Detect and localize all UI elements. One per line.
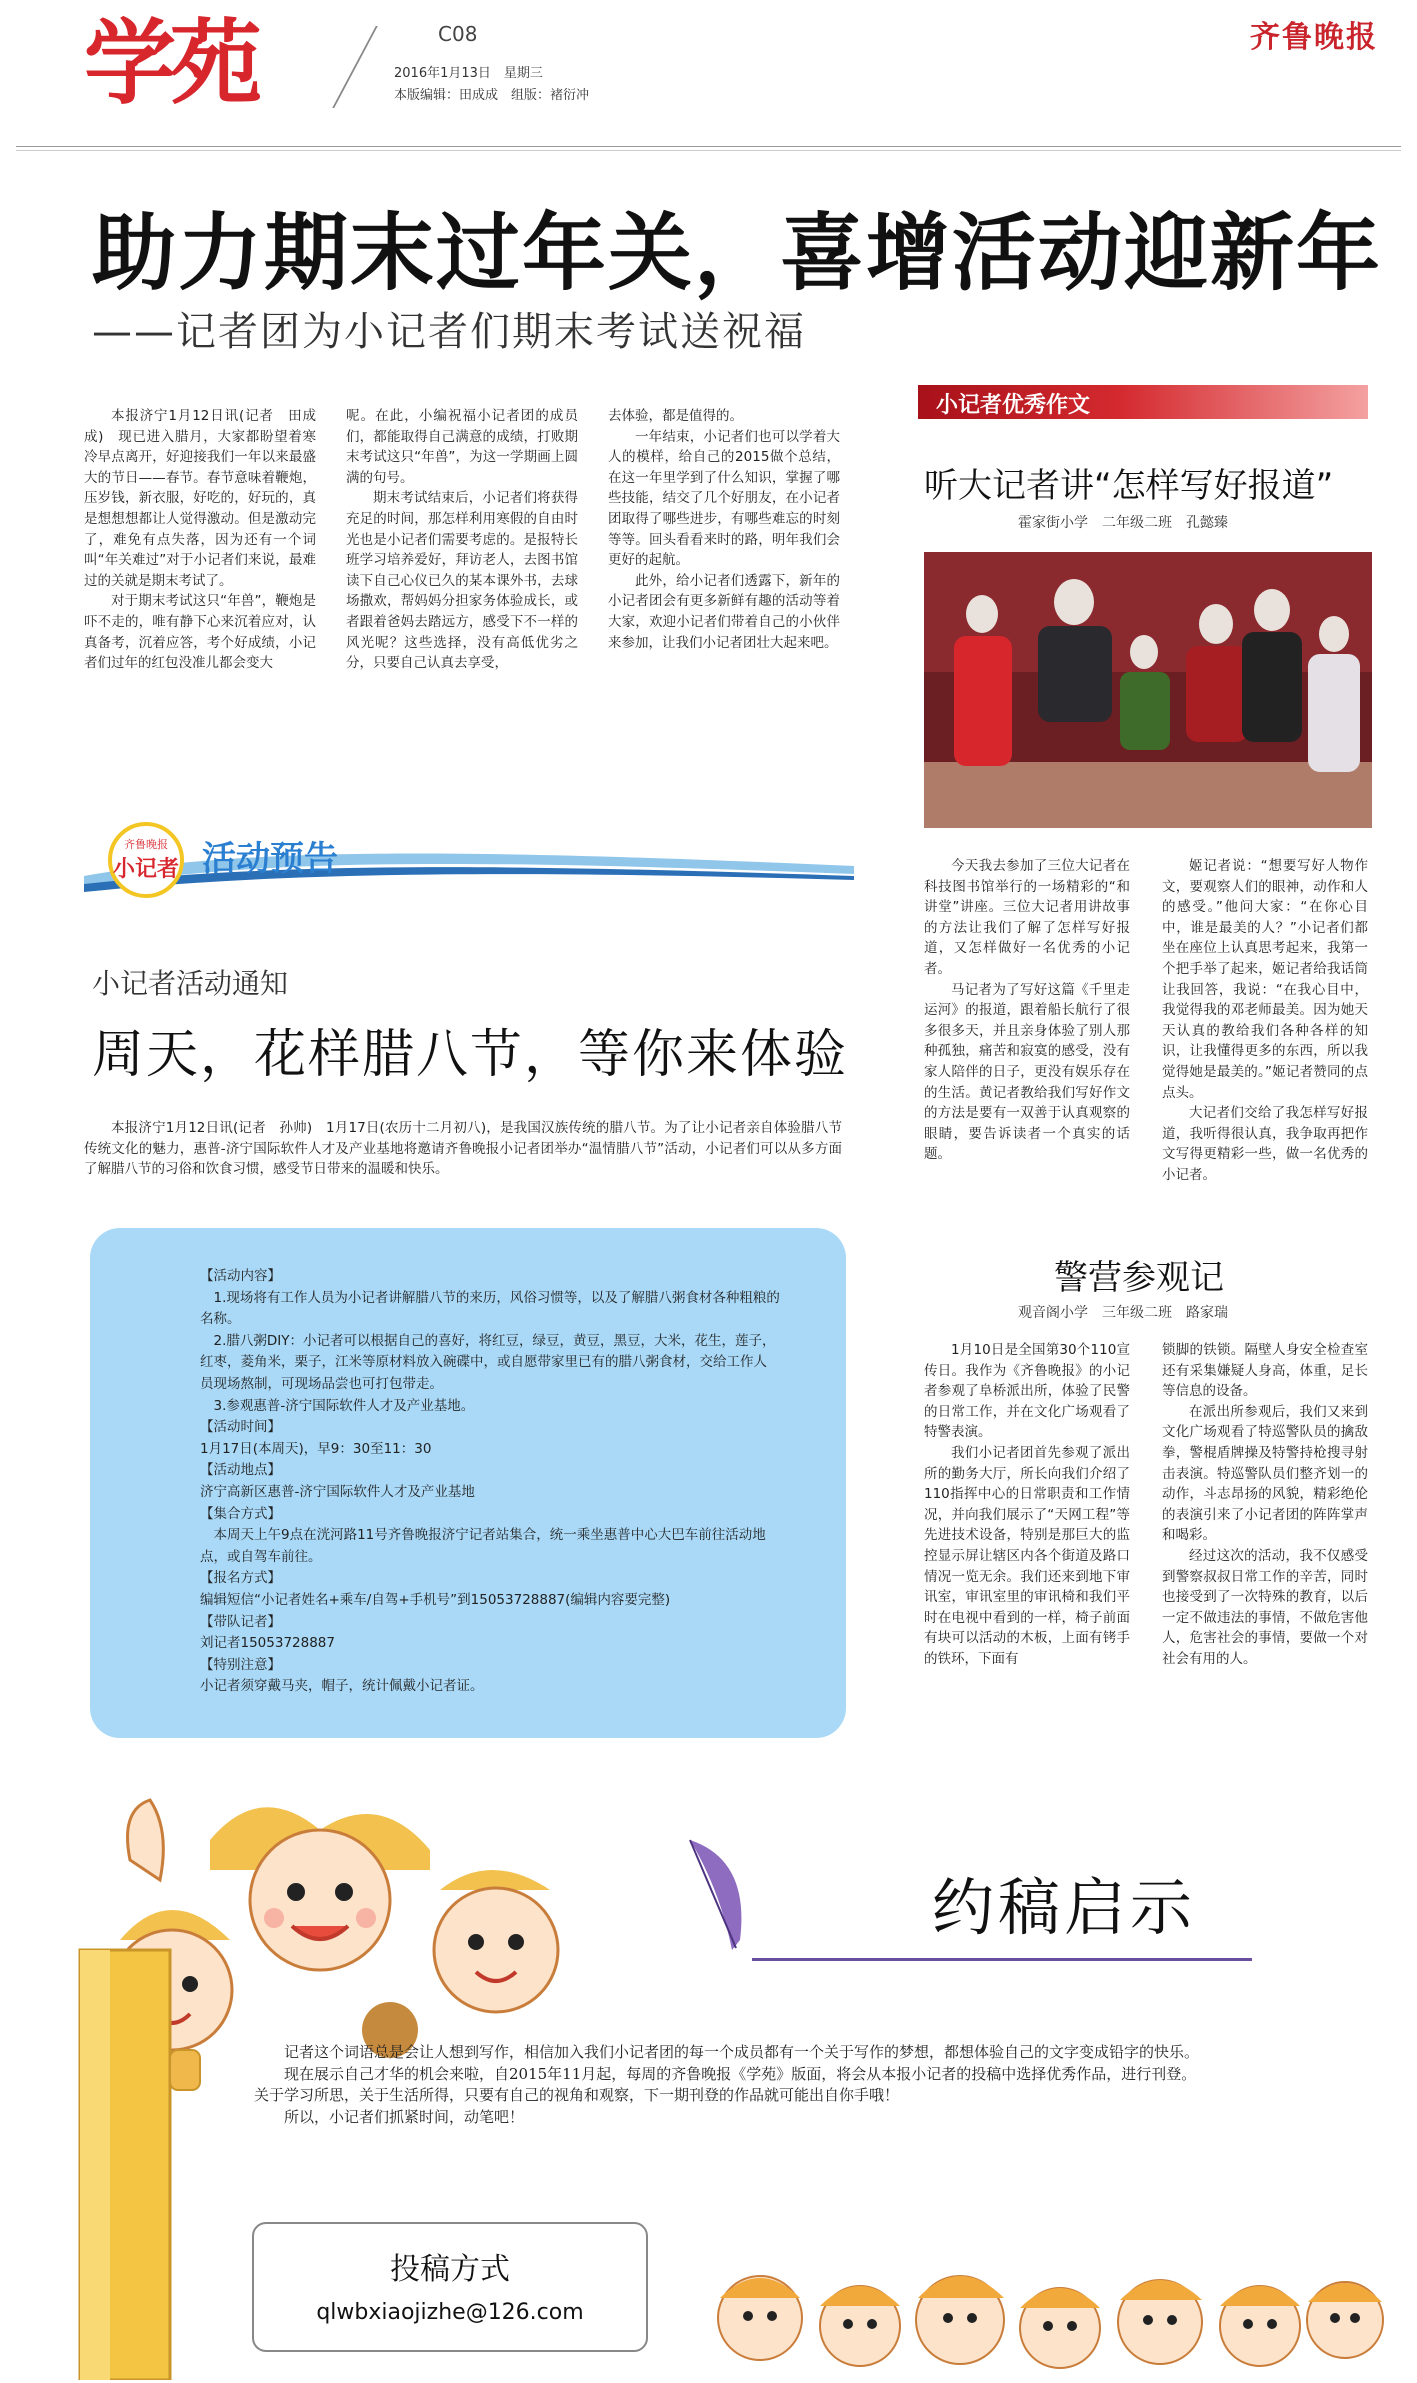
essay1-column-1 xyxy=(924,856,1130,1165)
cartoon-kid-face xyxy=(434,1870,558,2012)
detail-line: 【报名方式】 xyxy=(200,1570,281,1587)
paragraph: 姬记者说：“想要写好人物作文，要观察人们的眼神，动作和人的感受。”他问大家：“在你心目中，谁是最美的人？”小记者们都坐在座位上认真思考起来，我第一个把手举了起来，姬记者给我话筒让我回答，我说：“在我心目中，我觉得我的邓老师最美。因为她天天认真的教给我们各种各样的知识，让我懂得更多的东西，所以我觉得她是最美的。”姬记者赞同的点点头。 xyxy=(1162,858,1368,1101)
banner-label: 活动预告 xyxy=(202,839,338,879)
call-title: 约稿启示 xyxy=(932,1871,1197,1944)
lead-article-column-3 xyxy=(608,406,840,653)
essay1-column-2 xyxy=(1162,856,1368,1186)
lead-article-column-2 xyxy=(346,406,578,674)
section-logo: 学苑 xyxy=(84,10,257,117)
paragraph: 在派出所参观后，我们又来到文化广场观看了特巡警队员的擒敌拳，警棍盾牌操及特警持枪搜寻射击表演。特巡警队员们整齐划一的动作，斗志昂扬的风貌，精彩绝伦的表演引来了小记者团的阵阵掌声和喝彩。 xyxy=(1162,1403,1368,1544)
detail-line: 【特别注意】 xyxy=(200,1656,281,1673)
masthead-divider xyxy=(332,26,378,108)
detail-line: 济宁高新区惠普-济宁国际软件人才及产业基地 xyxy=(200,1483,475,1500)
notice-body xyxy=(84,1118,842,1180)
submission-title: 投稿方式 xyxy=(390,2252,510,2287)
cartoon-kid-face xyxy=(210,1807,430,1970)
header-rule xyxy=(16,150,1401,151)
page-subheadline: ——记者团为小记者们期末考试送祝福 xyxy=(92,309,806,355)
detail-line: 【活动时间】 xyxy=(200,1419,281,1436)
detail-line: 1.现场将有工作人员为小记者讲解腊八节的来历，风俗习惯等，以及了解腊八粥食材各种粗粮的名称。 xyxy=(200,1289,780,1328)
paragraph: 所以，小记者们抓紧时间，动笔吧！ xyxy=(284,2107,525,2126)
banner-badge: 小记者 xyxy=(112,857,180,882)
detail-line: 编辑短信“小记者姓名+乘车/自驾+手机号”到15053728887(编辑内容要完整) xyxy=(200,1591,671,1608)
page-date: 2016年1月13日 星期三 xyxy=(394,66,543,81)
essay2-column-1 xyxy=(924,1340,1130,1670)
detail-line: 【活动内容】 xyxy=(200,1268,281,1284)
detail-line: 【活动地点】 xyxy=(200,1462,281,1479)
call-rule xyxy=(752,1958,1252,1961)
detail-line: 2.腊八粥DIY：小记者可以根据自己的喜好，将红豆，绿豆，黄豆，黑豆，大米，花生，莲子，红枣，菱角米，栗子，江米等原材料放入碗碟中，或自愿带家里已有的腊八粥食材，交给工作人员现场熬制，可现场品尝也可打包带走。 xyxy=(200,1332,776,1392)
paragraph: 期末考试结束后，小记者们将获得充足的时间，那怎样利用寒假的自由时光也是小记者们需要考虑的。是报特长班学习培养爱好，拜访老人，去图书馆读下自己心仪已久的某本课外书，去球场撒欢，帮妈妈分担家务体验成长，或者跟着爸妈去踏远方，感受下不一样的风光呢？这些选择，没有高低优劣之分，只要自己认真去享受， xyxy=(346,490,578,672)
essay-title: 听大记者讲“怎样写好报道” xyxy=(924,466,1334,506)
notice-title: 周天，花样腊八节，等你来体验 xyxy=(92,1025,849,1085)
paragraph: 今天我去参加了三位大记者在科技图书馆举行的一场精彩的“和讲堂”讲座。三位大记者用讲故事的方法让我们了解了怎样写好报道，又怎样做好一名优秀的小记者。 xyxy=(924,858,1130,977)
essay-byline: 霍家街小学 二年级二班 孔懿臻 xyxy=(1018,515,1228,531)
page-editors: 本版编辑：田成成 组版：褚衍冲 xyxy=(394,88,590,103)
detail-line: 1月17日(本周天)，早9：30至11：30 xyxy=(200,1440,432,1457)
paragraph: 现在展示自己才华的机会来啦，自2015年11月起，每周的齐鲁晚报《学苑》版面，将会从本报小记者的投稿中选择优秀作品，进行刊登。关于学习所思，关于生活所得，只要有自己的视角和观察，下一期刊登的作品就可能出自你手哦！ xyxy=(254,2064,1197,2105)
paragraph: 记者这个词语总是会让人想到写作，相信加入我们小记者团的每一个成员都有一个关于写作的梦想，都想体验自己的文字变成铅字的快乐。 xyxy=(284,2043,1200,2061)
paragraph: 锁脚的铁锁。隔壁人身安全检查室还有采集嫌疑人身高，体重，足长等信息的设备。 xyxy=(1162,1342,1368,1400)
essay2-column-2 xyxy=(1162,1340,1368,1670)
paragraph: 此外，给小记者们透露下，新年的小记者团会有更多新鲜有趣的活动等着大家，欢迎小记者们带着自己的小伙伴来参加，让我们小记者团壮大起来吧。 xyxy=(608,572,840,651)
paragraph: 本报济宁1月12日讯(记者 孙帅) 1月17日(农历十二月初八)，是我国汉族传统的腊八节。为了让小记者亲自体验腊八节传统文化的魅力，惠普-济宁国际软件人才及产业基地将邀请齐鲁晚报小记者团举办“温情腊八节”活动，小记者们可以从多方面了解腊八节的习俗和饮食习惯，感受节日带来的温暖和快乐。 xyxy=(84,1120,842,1178)
paragraph: 我们小记者团首先参观了派出所的勤务大厅，所长向我们介绍了110指挥中心的日常职责和工作情况，并向我们展示了“天网工程”等先进技术设备，特别是那巨大的监控显示屏让辖区内各个街道及路口情况一览无余。我们还来到地下审讯室，审讯室里的审讯椅和我们平时在电视中看到的一样，椅子前面有块可以活动的木板，上面有铐手的铁环，下面有 xyxy=(924,1444,1130,1667)
paragraph: 马记者为了写好这篇《千里走运河》的报道，跟着船长航行了很多很多天，并且亲身体验了别人那种孤独，痛苦和寂寞的感受，没有家人陪伴的日子，更没有娱乐存在的生活。黄记者教给我们写好作文的方法是要有一双善于认真观察的眼睛，要告诉读者一个真实的话题。 xyxy=(924,981,1130,1163)
banner-brand: 齐鲁晚报 xyxy=(124,838,168,851)
paragraph: 呢。在此，小编祝福小记者团的成员们，都能取得自己满意的成绩，打败期末考试这只“年兽”，为这一学期画上圆满的句号。 xyxy=(346,408,578,486)
paragraph: 对于期末考试这只“年兽”，鞭炮是吓不走的，唯有静下心来沉着应对，认真备考，沉着应答，考个好成绩，小记者们过年的红包没准儿都会变大 xyxy=(84,593,316,672)
paragraph: 去体验，都是值得的。 xyxy=(608,408,743,424)
preview-banner xyxy=(84,818,854,900)
group-photo xyxy=(924,552,1372,828)
detail-line: 3.参观惠普-济宁国际软件人才及产业基地。 xyxy=(200,1397,475,1414)
paragraph: 经过这次的活动，我不仅感受到警察叔叔日常工作的辛苦，同时也接受到了一次特殊的教育，以后一定不做违法的事情，不做危害他人，危害社会的事情，要做一个对社会有用的人。 xyxy=(1162,1547,1368,1667)
quill-icon xyxy=(680,1830,760,1960)
detail-line: 本周天上午9点在洸河路11号齐鲁晚报济宁记者站集合，统一乘坐惠普中心大巴车前往活动地点，或自驾车前往。 xyxy=(200,1527,766,1565)
paper-logo: 齐鲁晚报 xyxy=(1250,20,1378,55)
detail-line: 【集合方式】 xyxy=(200,1505,281,1522)
notice-details xyxy=(200,1266,780,1698)
submission-email[interactable]: qlwbxiaojizhe@126.com xyxy=(316,2300,584,2325)
page-headline: 助力期末过年关，喜增活动迎新年 xyxy=(92,204,1383,302)
notice-kicker: 小记者活动通知 xyxy=(92,967,289,1000)
lead-article-column-1 xyxy=(84,406,316,674)
essay-byline: 观音阁小学 三年级二班 路家瑞 xyxy=(1018,1305,1228,1321)
paragraph: 一年结束，小记者们也可以学着大人的模样，给自己的2015做个总结，在这一年里学到了什么知识，掌握了哪些技能，结交了几个好朋友，在小记者团取得了哪些进步，有哪些难忘的时刻等等。回头看看来时的路，明年我们会更好的起航。 xyxy=(608,428,840,569)
detail-line: 刘记者15053728887 xyxy=(200,1635,335,1652)
section-tag-label: 小记者优秀作文 xyxy=(936,393,1091,418)
pencil-illustration xyxy=(40,1930,240,2380)
kids-row-illustration xyxy=(690,2208,1390,2383)
header-rule xyxy=(16,146,1401,147)
essay-title: 警营参观记 xyxy=(1054,1258,1224,1298)
paragraph: 大记者们交给了我怎样写好报道，我听得很认真，我争取再把作文写得更精彩一些，做一名优秀的小记者。 xyxy=(1162,1105,1368,1183)
call-body xyxy=(254,2042,1209,2128)
paragraph: 本报济宁1月12日讯(记者 田成成) 现已进入腊月，大家都盼望着寒冷早点离开，好迎接我们一年以来最盛大的节日——春节。春节意味着鞭炮，压岁钱，新衣服，好吃的，好玩的，真是想想想都让人觉得激动。但是激动完了，难免有点失落，因为还有一个词叫“年关难过”对于小记者们来说，最难过的关就是期末考试了。 xyxy=(84,408,316,589)
waving-hand xyxy=(128,1800,164,1880)
page-code: C08 xyxy=(438,22,478,46)
paragraph: 1月10日是全国第30个110宣传日。我作为《齐鲁晚报》的小记者参观了阜桥派出所，体验了民警的日常工作，并在文化广场观看了特警表演。 xyxy=(924,1342,1130,1441)
detail-line: 小记者须穿戴马夹，帽子，统计佩戴小记者证。 xyxy=(200,1678,484,1695)
detail-line: 【带队记者】 xyxy=(200,1613,281,1630)
